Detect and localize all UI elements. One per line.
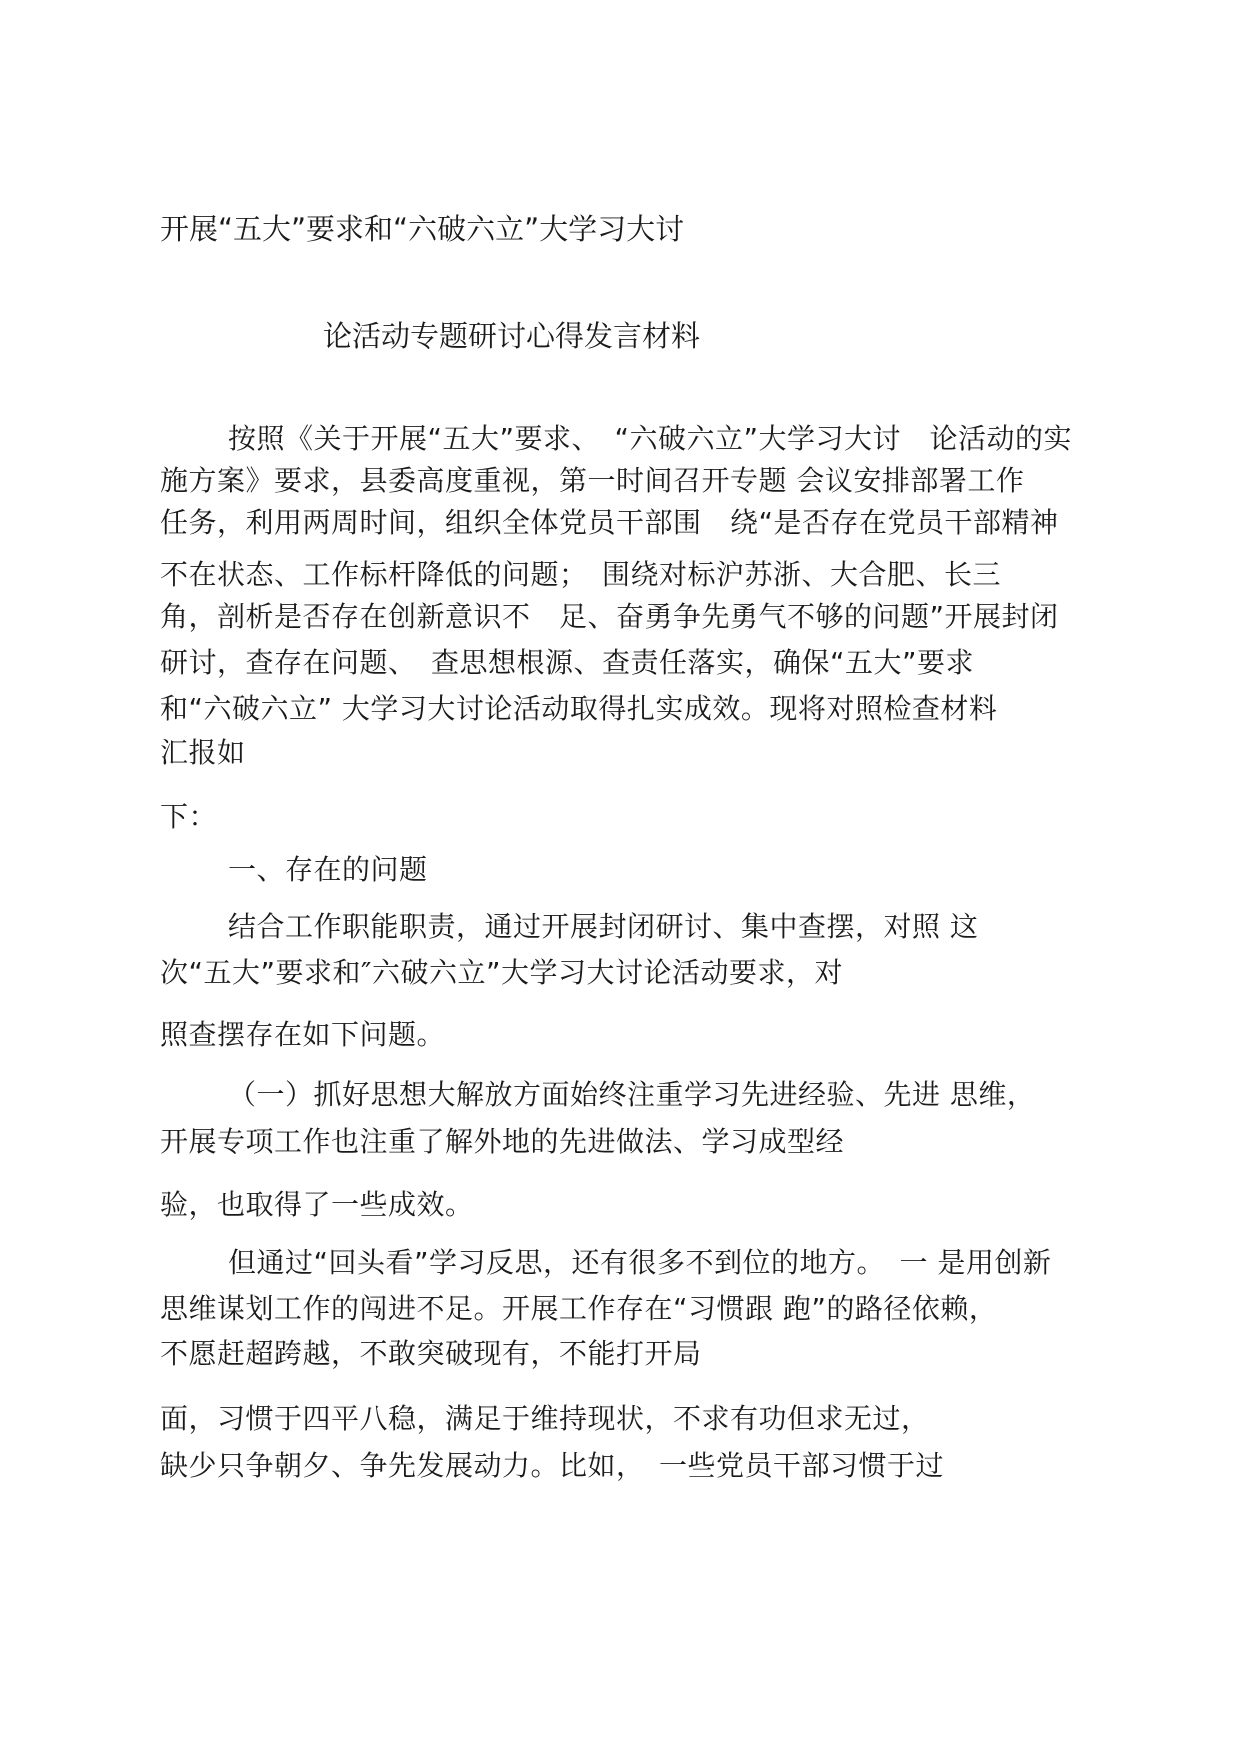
paragraph-line: 研讨，查存在问题、 查思想根源、查责任落实，确保“五大”要求: [160, 646, 975, 679]
paragraph-line: 任务，利用两周时间，组织全体党员干部围 绕“是否存在党员干部精神: [160, 506, 1059, 539]
paragraph-line: 验，也取得了一些成效。: [160, 1188, 474, 1221]
paragraph-line: 施方案》要求，县委高度重视，第一时间召开专题 会议安排部署工作: [160, 464, 1025, 497]
paragraph-line: （一）抓好思想大解放方面始终注重学习先进经验、先进 思维，: [228, 1078, 1036, 1111]
paragraph-line: 不在状态、工作标杆降低的问题； 围绕对标沪苏浙、大合肥、长三: [160, 558, 1002, 591]
paragraph-line: 不愿赶超跨越，不敢突破现有，不能打开局: [160, 1337, 702, 1370]
paragraph-line: 和“六破六立” 大学习大讨论活动取得扎实成效。现将对照检查材料: [160, 692, 998, 725]
paragraph-line: 次“五大”要求和″六破六立”大学习大讨论活动要求，对: [160, 956, 843, 989]
paragraph-line: 角，剖析是否存在创新意识不 足、奋勇争先勇气不够的问题”开展封闭: [160, 600, 1059, 633]
paragraph-line: 开展专项工作也注重了解外地的先进做法、学习成型经: [160, 1125, 845, 1158]
paragraph-line: 面，习惯于四平八稳，满足于维持现状，不求有功但求无过，: [160, 1402, 930, 1435]
paragraph-line: 下：: [160, 800, 218, 833]
document-title-line-1: 开展“五大”要求和“六破六立”大学习大讨: [160, 212, 685, 246]
paragraph-line: 按照《关于开展“五大”要求、 “六破六立”大学习大讨 论活动的实: [228, 422, 1073, 455]
paragraph-line: 照查摆存在如下问题。: [160, 1018, 446, 1051]
document-title-line-2: 论活动专题研讨心得发言材料: [323, 319, 701, 353]
paragraph-line: 但通过“回头看”学习反思，还有很多不到位的地方。 一 是用创新: [228, 1246, 1052, 1279]
paragraph-line: 汇报如: [160, 736, 246, 769]
paragraph-line: 结合工作职能职责，通过开展封闭研讨、集中查摆，对照 这: [228, 910, 979, 943]
paragraph-line: 思维谋划工作的闯进不足。开展工作存在“习惯跟 跑”的路径依赖，: [160, 1292, 998, 1325]
paragraph-line: 缺少只争朝夕、争先发展动力。比如， 一些党员干部习惯于过: [160, 1449, 945, 1482]
section-heading: 一、存在的问题: [228, 853, 428, 886]
